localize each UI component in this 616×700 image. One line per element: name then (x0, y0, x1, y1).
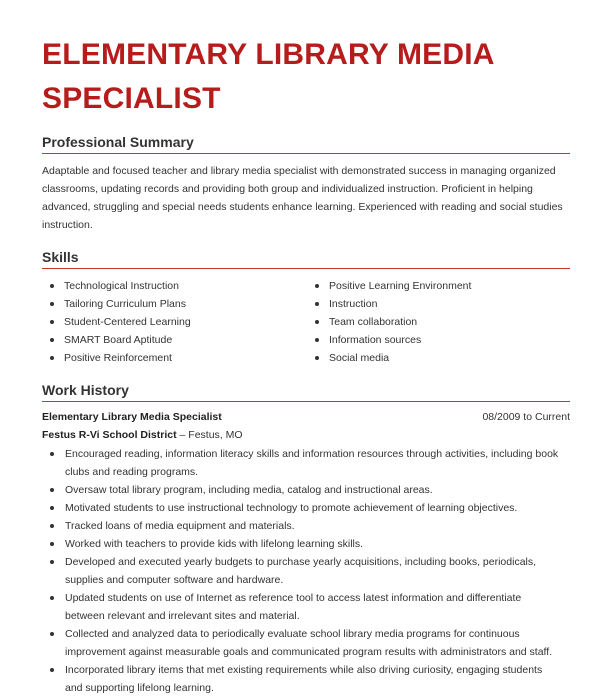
job-location-separator: – (176, 429, 189, 441)
skills-heading: Skills (42, 249, 79, 265)
skill-item: Instruction (313, 295, 471, 313)
name-line-2: SPECIALIST (42, 82, 221, 115)
work-history-divider (42, 401, 570, 402)
work-history-heading: Work History (42, 382, 129, 398)
job-company: Festus R-Vi School District (42, 429, 177, 441)
skill-item: Tailoring Curriculum Plans (48, 295, 191, 313)
skill-item: Team collaboration (313, 313, 471, 331)
duty-item: Motivated students to use instructional technology to promote achievement of learning objectives. (48, 499, 560, 517)
name-line-1: ELEMENTARY LIBRARY MEDIA (42, 38, 495, 71)
duty-item: Oversaw total library program, including media, catalog and instructional areas. (48, 481, 560, 499)
duty-item: Worked with teachers to provide kids with lifelong learning skills. (48, 535, 560, 553)
skill-item: SMART Board Aptitude (48, 331, 191, 349)
job-company-line (42, 427, 243, 443)
duty-item: Updated students on use of Internet as reference tool to access latest information and differentiate between relevant and irrelevant sites and material. (48, 589, 560, 625)
summary-heading: Professional Summary (42, 134, 194, 150)
duty-item: Encouraged reading, information literacy skills and information resources through activities, including book clubs and reading programs. (48, 445, 560, 481)
skill-item: Student-Centered Learning (48, 313, 191, 331)
summary-text: Adaptable and focused teacher and library media specialist with demonstrated success in managing organized classrooms, updating records and providing both group and individualized instruction. Proficient in helping advanced, struggling and special needs students enhance learning. Experienced with reading and social studies instruction. (42, 165, 563, 231)
job-duties-list (48, 445, 560, 697)
duty-item: Tracked loans of media equipment and materials. (48, 517, 560, 535)
skill-item: Information sources (313, 331, 471, 349)
resume-name (42, 33, 582, 121)
duty-item: Collected and analyzed data to periodically evaluate school library media programs for continuous improvement against measurable goals and communicated program results with administrators and staff. (48, 625, 560, 661)
skill-item: Technological Instruction (48, 277, 191, 295)
job-location: Festus, MO (188, 429, 243, 441)
skill-item: Social media (313, 349, 471, 367)
skills-divider (42, 268, 570, 269)
summary-divider (42, 153, 570, 154)
job-dates: 08/2009 to Current (482, 411, 570, 423)
skill-item: Positive Learning Environment (313, 277, 471, 295)
skills-list-left (48, 277, 191, 367)
duty-item: Developed and executed yearly budgets to purchase yearly acquisitions, including books, periodicals, supplies and computer software and hardware. (48, 553, 560, 589)
job-title: Elementary Library Media Specialist (42, 411, 222, 423)
duty-item: Incorporated library items that met existing requirements while also driving curiosity, engaging students and supporting lifelong learning. (48, 661, 560, 697)
skill-item: Positive Reinforcement (48, 349, 191, 367)
skills-list-right (313, 277, 471, 367)
